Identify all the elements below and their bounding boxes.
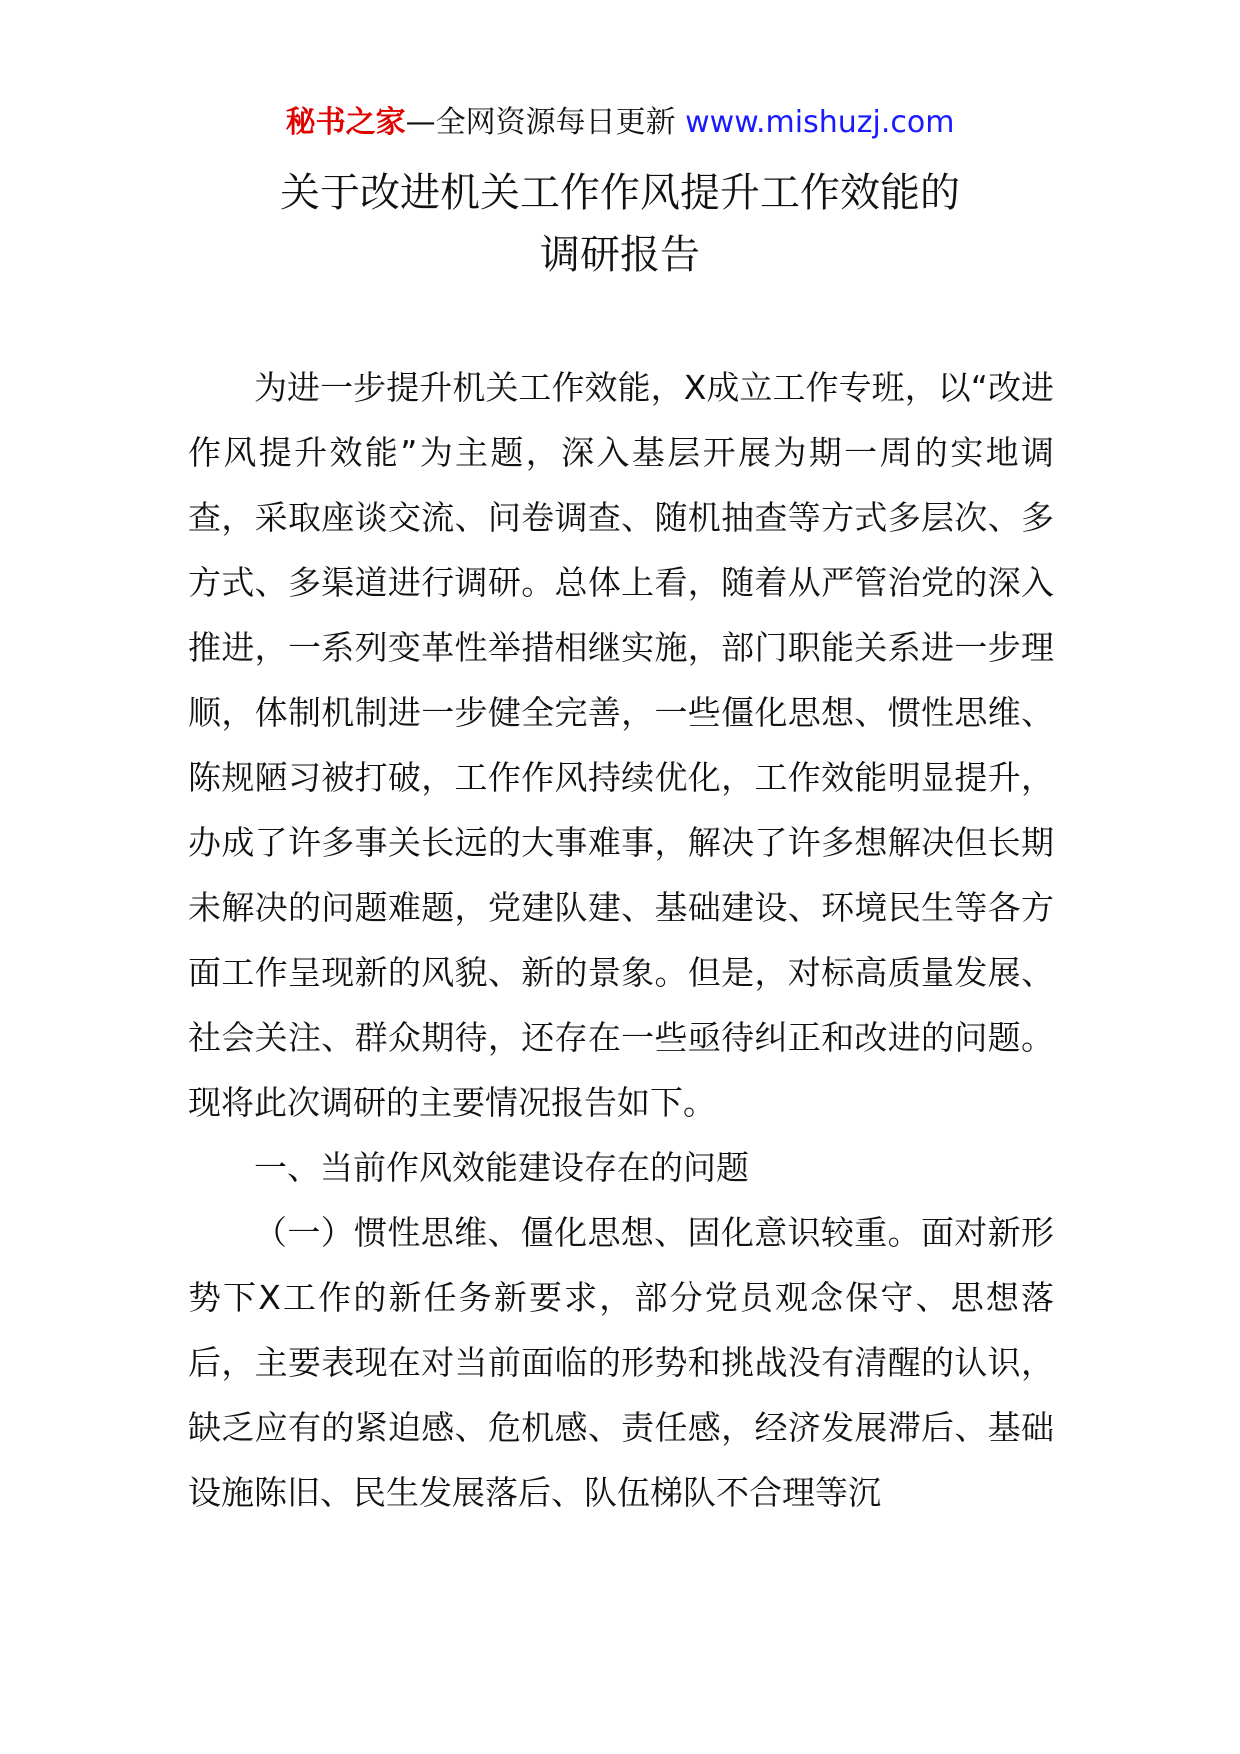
site-url-link[interactable]: www.mishuzj.com (685, 105, 955, 140)
brand-name: 秘书之家 (285, 105, 406, 140)
title-line-2: 调研报告 (540, 232, 700, 278)
title-line-1: 关于改进机关工作作风提升工作效能的 (280, 170, 960, 216)
banner-slogan: —全网资源每日更新 (405, 105, 686, 140)
section-heading-1: 一、当前作风效能建设存在的问题 (254, 1148, 749, 1187)
intro-paragraph: 为进一步提升机关工作效能，X成立工作专班，以“改进作风提升效能”为主题，深入基层开展为期一周的实地调查，采取座谈交流、问卷调查、随机抽查等方式多层次、多方式、多渠道进行调研。总体上看，随着从严管治党的深入推进，一系列变革性举措相继实施，部门职能关系进一步理顺，体制机制进一步健全完善，一些僵化思想、惯性思维、陈规陋习被打破，工作作风持续优化，工作效能明显提升，办成了许多事关长远的大事难事，解决了许多想解决但长期未解决的问题难题，党建队建、基础建设、环境民生等各方面工作呈现新的风貌、新的景象。但是，对标高质量发展、社会关注、群众期待，还存在一些亟待纠正和改进的问题。现将此次调研的主要情况报告如下。 (188, 368, 1054, 1122)
site-banner (0, 100, 1240, 146)
document-body (188, 355, 1054, 1525)
document-title (0, 162, 1240, 286)
subsection-paragraph-1: （一）惯性思维、僵化思想、固化意识较重。面对新形势下X工作的新任务新要求，部分党员观念保守、思想落后，主要表现在对当前面临的形势和挑战没有清醒的认识，缺乏应有的紧迫感、危机感、责任感，经济发展滞后、基础设施陈旧、民生发展落后、队伍梯队不合理等沉 (188, 1213, 1054, 1512)
